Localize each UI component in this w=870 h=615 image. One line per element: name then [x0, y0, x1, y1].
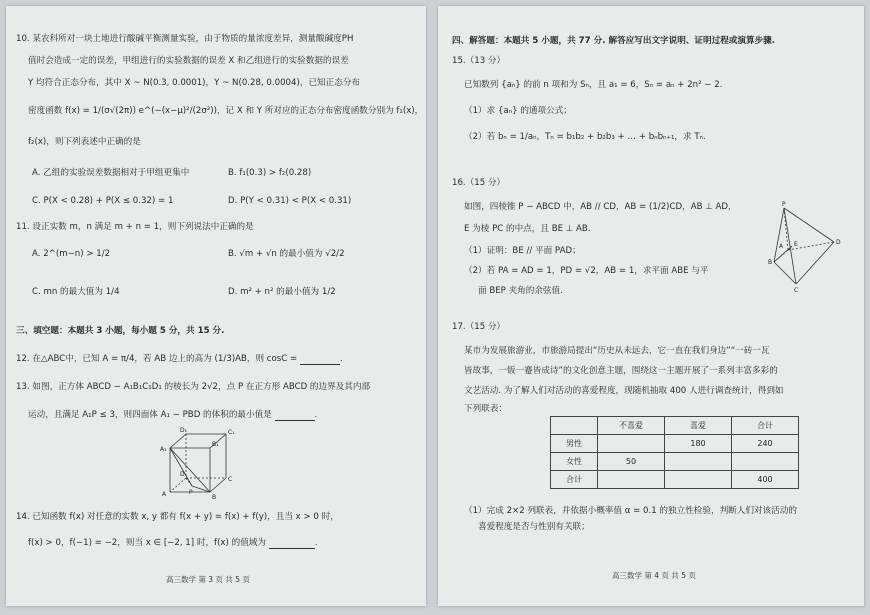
table-cell: 400: [732, 471, 799, 489]
cube-label-c: C: [228, 476, 233, 483]
q16-line-1: 如图，四棱锥 P − ABCD 中，AB // CD，AB = (1/2)CD，AB ⊥ AD，: [464, 202, 737, 212]
q10-line-2: 值时会造成一定的误差，甲组进行的实验数据的误差 X 和乙组进行的实验数据的误差: [28, 56, 349, 66]
cube-label-a: A: [162, 491, 167, 498]
q15-head: 15.（13 分）: [452, 56, 506, 66]
q10-option-d: D. P(Y < 0.31) < P(X < 0.31): [228, 196, 352, 206]
q11-option-a: A. 2^(m−n) > 1/2: [32, 249, 111, 259]
table-cell: 180: [665, 435, 732, 453]
q17-part1-line-2: 喜爱程度是否与性别有关联；: [478, 522, 590, 532]
table-row: [551, 471, 799, 489]
cube-label-b1: B₁: [212, 441, 219, 448]
pyramid-label-d: D: [836, 239, 841, 246]
cube-label-d: D: [180, 471, 185, 478]
q13-line-1: 13. 如图，正方体 ABCD − A₁B₁C₁D₁ 的棱长为 2√2，点 P 在正方形 ABCD 的边界及其内部: [16, 382, 371, 392]
pyramid-label-a: A: [779, 243, 784, 250]
q10-option-b: B. f₁(0.3) > f₂(0.28): [228, 168, 312, 178]
q12-stem: 12. 在△ABC中，已知 A = π/4，若 AB 边上的高为 (1/3)AB，则 cosC =: [16, 354, 298, 364]
table-cell: 女性: [551, 453, 598, 471]
q10-option-c: C. P(X < 0.28) + P(X ≤ 0.32) = 1: [32, 196, 174, 206]
q14-stem: f(x) > 0，f(−1) = −2，则当 x ∈ [−2, 1] 时，f(x) 的值域为: [28, 538, 266, 548]
pyramid-label-c: C: [794, 287, 799, 294]
section-4-heading: 四、解答题：本题共 5 小题，共 77 分. 解答应写出文字说明、证明过程或演算步骤.: [452, 36, 776, 46]
q15-line-3: （2）若 bₙ = 1/aₙ，Tₙ = b₁b₂ + b₂b₃ + … + bₙbₙ₊₁，求 Tₙ.: [464, 132, 706, 142]
table-cell: 合计: [551, 471, 598, 489]
q17-part1-line-1: （1）完成 2×2 列联表，并依据小概率值 α = 0.1 的独立性检验，判断人们对该活动的: [464, 506, 797, 516]
cube-label-a1: A₁: [160, 446, 167, 453]
exam-page-left: [6, 6, 426, 606]
q11-stem: 11. 设正实数 m，n 满足 m + n = 1，则下列说法中正确的是: [16, 222, 254, 232]
q14-line-2: f(x) > 0，f(−1) = −2，则当 x ∈ [−2, 1] 时，f(x) 的值域为 .: [28, 538, 318, 548]
q15-line-1: 已知数列 {aₙ} 的前 n 项和为 Sₙ，且 a₁ = 6，Sₙ = aₙ + 2n² − 2.: [464, 80, 723, 90]
table-cell: 240: [732, 435, 799, 453]
q17-line-3: 文艺活动. 为了解人们对活动的喜爱程度，现随机抽取 400 人进行调查统计，得到如: [464, 386, 784, 396]
cube-figure: [156, 426, 246, 504]
page-footer-right: 高三数学 第 4 页 共 5 页: [612, 571, 696, 580]
table-cell: 不喜爱: [598, 417, 665, 435]
q15-line-2: （1）求 {aₙ} 的通项公式；: [464, 106, 572, 116]
table-cell: [598, 471, 665, 489]
table-header-row: [551, 417, 799, 435]
q13-answer-blank: [275, 411, 315, 421]
cube-label-c1: C₁: [228, 429, 235, 436]
q10-option-a: A. 乙组的实验误差数据相对于甲组更集中: [32, 168, 190, 178]
table-cell: 喜爱: [665, 417, 732, 435]
q17-head: 17.（15 分）: [452, 322, 506, 332]
exam-page-right: [438, 6, 864, 606]
pyramid-label-p: P: [782, 201, 786, 208]
q14-line-1: 14. 已知函数 f(x) 对任意的实数 x, y 都有 f(x + y) = f(x) + f(y)，且当 x > 0 时，: [16, 512, 339, 522]
pyramid-label-b: B: [768, 259, 773, 266]
q11-option-d: D. m² + n² 的最小值为 1/2: [228, 287, 336, 297]
q16-head: 16.（15 分）: [452, 178, 506, 188]
cube-label-b: B: [212, 494, 217, 501]
q17-line-4: 下列联表：: [464, 404, 507, 414]
q10-line-5: f₂(x)，则下列表述中正确的是: [28, 137, 141, 147]
table-cell: [665, 471, 732, 489]
q14-answer-blank: [269, 539, 315, 549]
q10-line-4: 密度函数 f(x) = 1/(σ√(2π)) e^(−(x−μ)²/(2σ²))，记 X 和 Y 所对应的正态分布密度函数分别为 f₁(x)，: [28, 106, 424, 116]
q10-line-3: Y 均符合正态分布，其中 X ~ N(0.3, 0.0001)，Y ~ N(0.28, 0.0004)，已知正态分布: [28, 78, 361, 88]
q17-line-1: 某市为发展旅游业，市旅游局提出“历史从未远去，它一直在我们身边”“一砖一瓦: [464, 346, 770, 356]
section-3-heading: 三、填空题：本题共 3 小题，每小题 5 分，共 15 分.: [16, 326, 225, 336]
q11-option-b: B. √m + √n 的最小值为 √2/2: [228, 249, 345, 259]
table-cell: 合计: [732, 417, 799, 435]
table-row: [551, 435, 799, 453]
q16-line-4: （2）若 PA = AD = 1，PD = √2，AB = 1，求平面 ABE 与平: [464, 266, 709, 276]
q13-stem: 运动，且满足 A₁P ≤ 3，则四面体 A₁ − PBD 的体积的最小值是: [28, 410, 272, 420]
q16-line-5: 面 BEP 夹角的余弦值.: [478, 286, 563, 296]
q16-line-3: （1）证明：BE // 平面 PAD；: [464, 246, 581, 256]
cube-label-d1: D₁: [180, 427, 188, 434]
q10-line-1: 10. 某农科所对一块土地进行酸碱平衡测量实验，由于物质的量浓度差异，测量酸碱度PH: [16, 34, 354, 44]
table-cell: 男性: [551, 435, 598, 453]
table-cell: [665, 453, 732, 471]
q12-text: 12. 在△ABC中，已知 A = π/4，若 AB 边上的高为 (1/3)AB，则 cosC = .: [16, 354, 343, 364]
q13-line-2: 运动，且满足 A₁P ≤ 3，则四面体 A₁ − PBD 的体积的最小值是 .: [28, 410, 318, 420]
q11-option-c: C. mn 的最大值为 1/4: [32, 287, 120, 297]
q16-line-2: E 为棱 PC 的中点，且 BE ⊥ AB.: [464, 224, 591, 234]
table-cell: [598, 435, 665, 453]
table-row: [551, 453, 799, 471]
page-footer-left: 高三数学 第 3 页 共 5 页: [166, 575, 250, 584]
contingency-table: [550, 416, 799, 489]
cube-label-p: P: [189, 489, 193, 496]
table-cell: [551, 417, 598, 435]
table-cell: [732, 453, 799, 471]
q17-line-2: 皆故事，一钣一蹇皆成诗”的文化创意主题，围绕这一主题开展了一系列丰富多彩的: [464, 366, 778, 376]
q12-answer-blank: [300, 355, 340, 365]
pyramid-label-e: E: [794, 241, 798, 248]
table-cell: 50: [598, 453, 665, 471]
pyramid-figure: [768, 200, 844, 294]
